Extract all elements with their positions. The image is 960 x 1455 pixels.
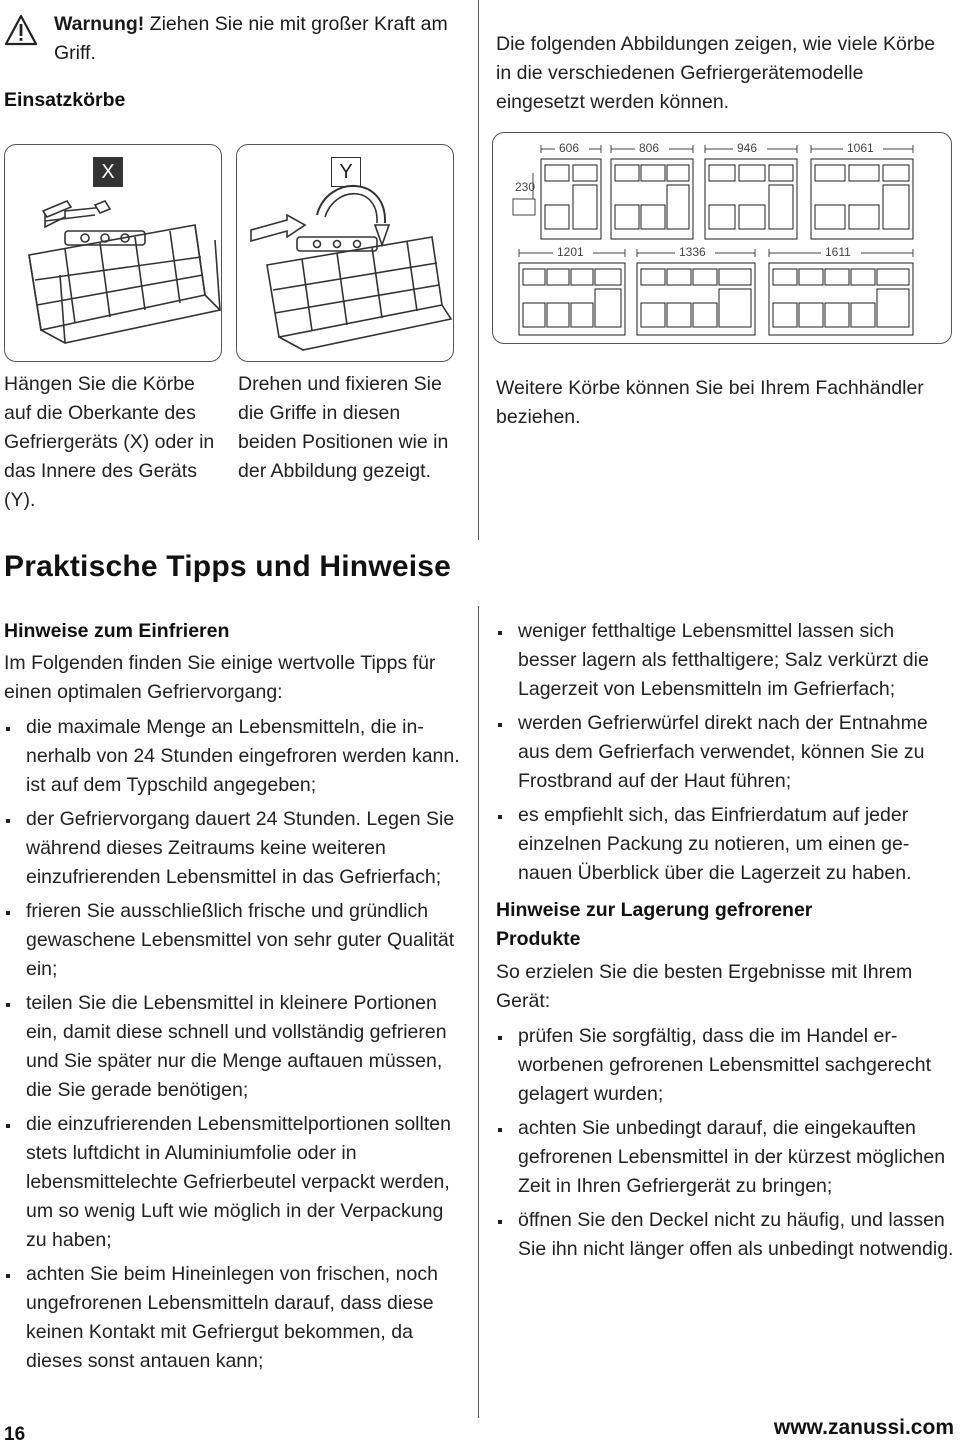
figure-x xyxy=(4,144,222,362)
list-item: achten Sie unbedingt darauf, die eingekauften gefrorenen Lebensmittel in der kürzest möglichen Zeit in Ihren Gefriergerät zu bringen; xyxy=(496,1114,954,1201)
list-item: weniger fetthaltige Lebensmittel lassen sich besser lagern als fetthaltigere; Salz verkürzt die Lagerzeit von Lebensmitteln im Gefrierfach; xyxy=(496,617,954,704)
list-item: die maximale Menge an Lebensmitteln, die innerhalb von 24 Stunden eingefroren werden kann. ist auf dem Typschild angegeben; xyxy=(4,713,466,800)
basket-y-illustration xyxy=(237,145,454,362)
freezing-intro: Im Folgenden finden Sie einige wertvolle Tipps für einen optimalen Gefriervorgang: xyxy=(4,652,436,703)
column-divider-bottom xyxy=(478,606,479,1418)
list-item: der Gefriervorgang dauert 24 Stunden. Legen Sie während dieses Zeitraums keine weiteren einzufrierenden Lebensmittel in das Gefrierfach; xyxy=(4,805,466,892)
model-606-label: 606 xyxy=(559,141,580,155)
warning-label: Warnung! xyxy=(54,13,145,35)
model-1611-label: 1611 xyxy=(825,245,851,259)
list-item: teilen Sie die Lebensmittel in kleinere Portionen ein, damit diese schnell und vollständig gefrieren und Sie später nur die Menge auftauen müssen, die Sie gerade benötigen; xyxy=(4,989,466,1105)
caption-x: Hängen Sie die Körbe auf die Oberkante des Gefriergeräts (X) oder in das Innere des Geräts (Y). xyxy=(4,373,215,511)
page-number: 16 xyxy=(4,1424,26,1445)
warning-text xyxy=(54,10,464,68)
model-1336-label: 1336 xyxy=(679,245,706,259)
freezer-models-illustration xyxy=(493,133,952,344)
warning-message: Ziehen Sie nie mit großer Kraft am Griff. xyxy=(54,13,448,64)
model-806-label: 806 xyxy=(639,141,660,155)
warning-triangle-icon xyxy=(4,14,38,46)
freezing-heading: Hinweise zum Einfrieren xyxy=(4,620,230,642)
figure-x-label: X xyxy=(93,157,123,187)
freezing-list xyxy=(4,713,466,1376)
section-title: Praktische Tipps und Hinweise xyxy=(4,550,452,583)
caption-y: Drehen und fixieren Sie die Griffe in diesen beiden Positionen wie in der Abbildung gezeigt. xyxy=(238,373,449,482)
right-column xyxy=(496,617,954,1269)
model-1201-label: 1201 xyxy=(557,245,584,259)
freezing-list-continued xyxy=(496,617,954,888)
models-figure xyxy=(492,132,952,344)
list-item: achten Sie beim Hineinlegen von frischen, noch ungefrorenen Lebensmitteln darauf, dass diese keinen Kontakt mit Gefriergut bekommen, da dieses sonst antauen kann; xyxy=(4,1260,466,1376)
model-1061-label: 1061 xyxy=(847,141,874,155)
figure-y-label: Y xyxy=(331,157,361,187)
list-item: prüfen Sie sorgfältig, dass die im Handel erworbenen gefrorenen Lebensmittel sachgerecht gelagert wurden; xyxy=(496,1022,954,1109)
list-item: es empfiehlt sich, das Einfrierdatum auf jeder einzelnen Packung zu notieren, um einen genauen Überblick über die Lagerzeit zu haben. xyxy=(496,801,954,888)
list-item: öffnen Sie den Deckel nicht zu häufig, und lassen Sie ihn nicht länger offen als unbedingt notwendig. xyxy=(496,1206,954,1264)
storage-list xyxy=(496,1022,954,1264)
model-height-label: 230 xyxy=(515,180,536,194)
storage-intro: So erzielen Sie die besten Ergebnisse mit Ihrem Gerät: xyxy=(496,961,913,1012)
caption-right: Weitere Körbe können Sie bei Ihrem Fachhändler beziehen. xyxy=(496,377,924,428)
left-column xyxy=(4,617,466,1381)
list-item: werden Gefrierwürfel direkt nach der Entnahme aus dem Gefrierfach verwendet, können Sie zu Frostbrand auf der Haut führen; xyxy=(496,709,954,796)
list-item: die einzufrierenden Lebensmittelportionen sollten stets luftdicht in Aluminiumfolie oder in lebensmittelechte Gefrierbeutel verpackt werden, um so wenig Luft wie möglich in der Verpackung zu haben; xyxy=(4,1110,466,1255)
basket-x-illustration xyxy=(5,145,222,362)
storage-heading: Hinweise zur Lagerung gefrorener Produkte xyxy=(496,899,813,950)
intro-right: Die folgenden Abbildungen zeigen, wie viele Körbe in die verschiedenen Gefriergerätemodelle eingesetzt werden können. xyxy=(496,33,936,113)
list-item: frieren Sie ausschließlich frische und gründlich gewaschene Lebensmittel von sehr guter Qualität ein; xyxy=(4,897,466,984)
model-946-label: 946 xyxy=(737,141,758,155)
figure-y xyxy=(236,144,454,362)
website-link[interactable]: www.zanussi.com xyxy=(773,1416,954,1439)
baskets-heading: Einsatzkörbe xyxy=(4,89,126,111)
column-divider-top xyxy=(478,0,479,540)
